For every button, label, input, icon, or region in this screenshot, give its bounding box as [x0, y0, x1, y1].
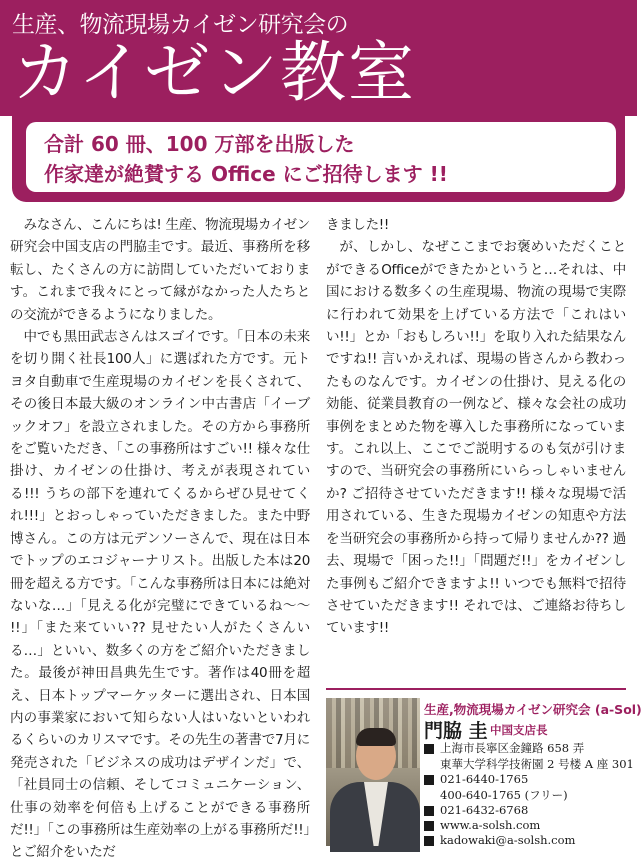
paragraph: みなさん、こんにちは! 生産、物流現場カイゼン研究会中国支店の門脇圭です。最近、事務所を移転し、たくさんの方に訪問していただいております。これまで我々にとって縁がなかった人たちとの交流ができるようになりました。 — [10, 217, 310, 323]
profile-phone-free: 400-640-1765 (フリー) — [440, 788, 568, 802]
header-band — [0, 0, 637, 116]
web-icon — [424, 821, 434, 831]
profile-website-link[interactable]: www.a-solsh.com — [440, 818, 541, 832]
page-title: カイゼン教室 — [12, 34, 417, 111]
paragraph: が、しかし、なぜここまでお褒めいただくことができるOfficeができたかというと…それは、中国における数多くの生産現場、物流の現場で実際に行われて効果を上げている方法で「これはいい!!」とか「おもしろい!!」を取り入れた結果なんですね!! 言いかえれば、現場の皆さんから教わったものなんです。カイゼンの仕掛け、見える化の効能、従業員教育の一例など、様々な会社の成功事例をまとめた物を導入した事務所になっています。これ以上、ここでご説明するのも気が引けますので、当研究会の事務所にいらっしゃいませんか? ご招待させていただきます!! 様々な現場で活用されている、生きた現場カイゼンの知恵や方法を当研究会の事務所から持って帰りませんか?? 過去、現場で「困った!!」「問題だ!!」をカイゼンした事例もご紹介できますよ!! いつでも無料で招待させていただきます!! それでは、ご連絡お待ちしています!! — [326, 239, 626, 637]
headline-line-2: 作家達が絶賛する Office にご招待します !! — [44, 162, 448, 186]
profile-fax: 021-6432-6768 — [440, 803, 529, 817]
paragraph-continuation: きました!! — [326, 217, 390, 233]
profile-address-line-2: 東華大学科学技術園 2 号楼 A 座 301 — [440, 757, 634, 771]
headline-line-1: 合計 60 冊、100 万部を出版した — [44, 132, 355, 156]
fax-icon — [424, 806, 434, 816]
profile-organization: 生産,物流現場カイゼン研究会 (a-Sol) — [424, 702, 642, 717]
profile-name: 門脇 圭 — [424, 720, 488, 742]
photo-hair — [356, 728, 396, 746]
profile-role: 中国支店長 — [490, 723, 548, 737]
header-subtitle: 生産、物流現場カイゼン研究会の — [12, 12, 349, 38]
paragraph: 中でも黒田武志さんはスゴイです。「日本の未来を切り開く社長100人」に選ばれた方です。元トヨタ自動車で生産現場のカイゼンを長くされて、その後日本最大級のオンライン中古書店「イーブックオフ」を設立されました。その方から事務所をご覧いただき、「この事務所はすごい!! 様々な仕掛け、カイゼンの仕掛け、考えが表現されている!!! うちの部下を連れてくるからぜひ見せてくれ!!!」とおっしゃっていただきました。また中野博さん。この方は元デンソーさんで、現在は日本でトップのエコジャーナリスト。出版した本は20冊を超える方です。「こんな事務所は日本には絶対ないな…」「見える化が完璧にできているね〜〜 !!」「また来ていい?? 見せたい人がたくさんいる…」といい、数多くの方をご紹介いただきました。最後が神田昌典先生です。著作は40冊を超え、日本トップマーケッターに選出され、日本国内の事業家において知らない人はいないといわれるくらいのカリスマです。その先生の著書で7月に発売された「ビジネスの成功はデザインだ」で、「社員同士の信頼、そしてコミュニケーション、仕事の効率を何倍も上げることができる事務所だ!!」「この事務所は生産効率の上がる事務所だ!!」とご紹介をいただ — [10, 329, 310, 861]
phone-icon — [424, 775, 434, 785]
profile-divider — [326, 688, 626, 690]
article-column-left — [10, 214, 310, 861]
profile-email-link[interactable]: kadowaki@a-solsh.com — [440, 833, 576, 847]
email-icon — [424, 836, 434, 846]
profile-phone: 021-6440-1765 — [440, 772, 529, 786]
profile-photo — [326, 698, 420, 846]
article-column-right — [326, 214, 626, 640]
profile-address-line-1: 上海市長寧区金鐘路 658 弄 — [440, 741, 585, 755]
address-icon — [424, 744, 434, 754]
